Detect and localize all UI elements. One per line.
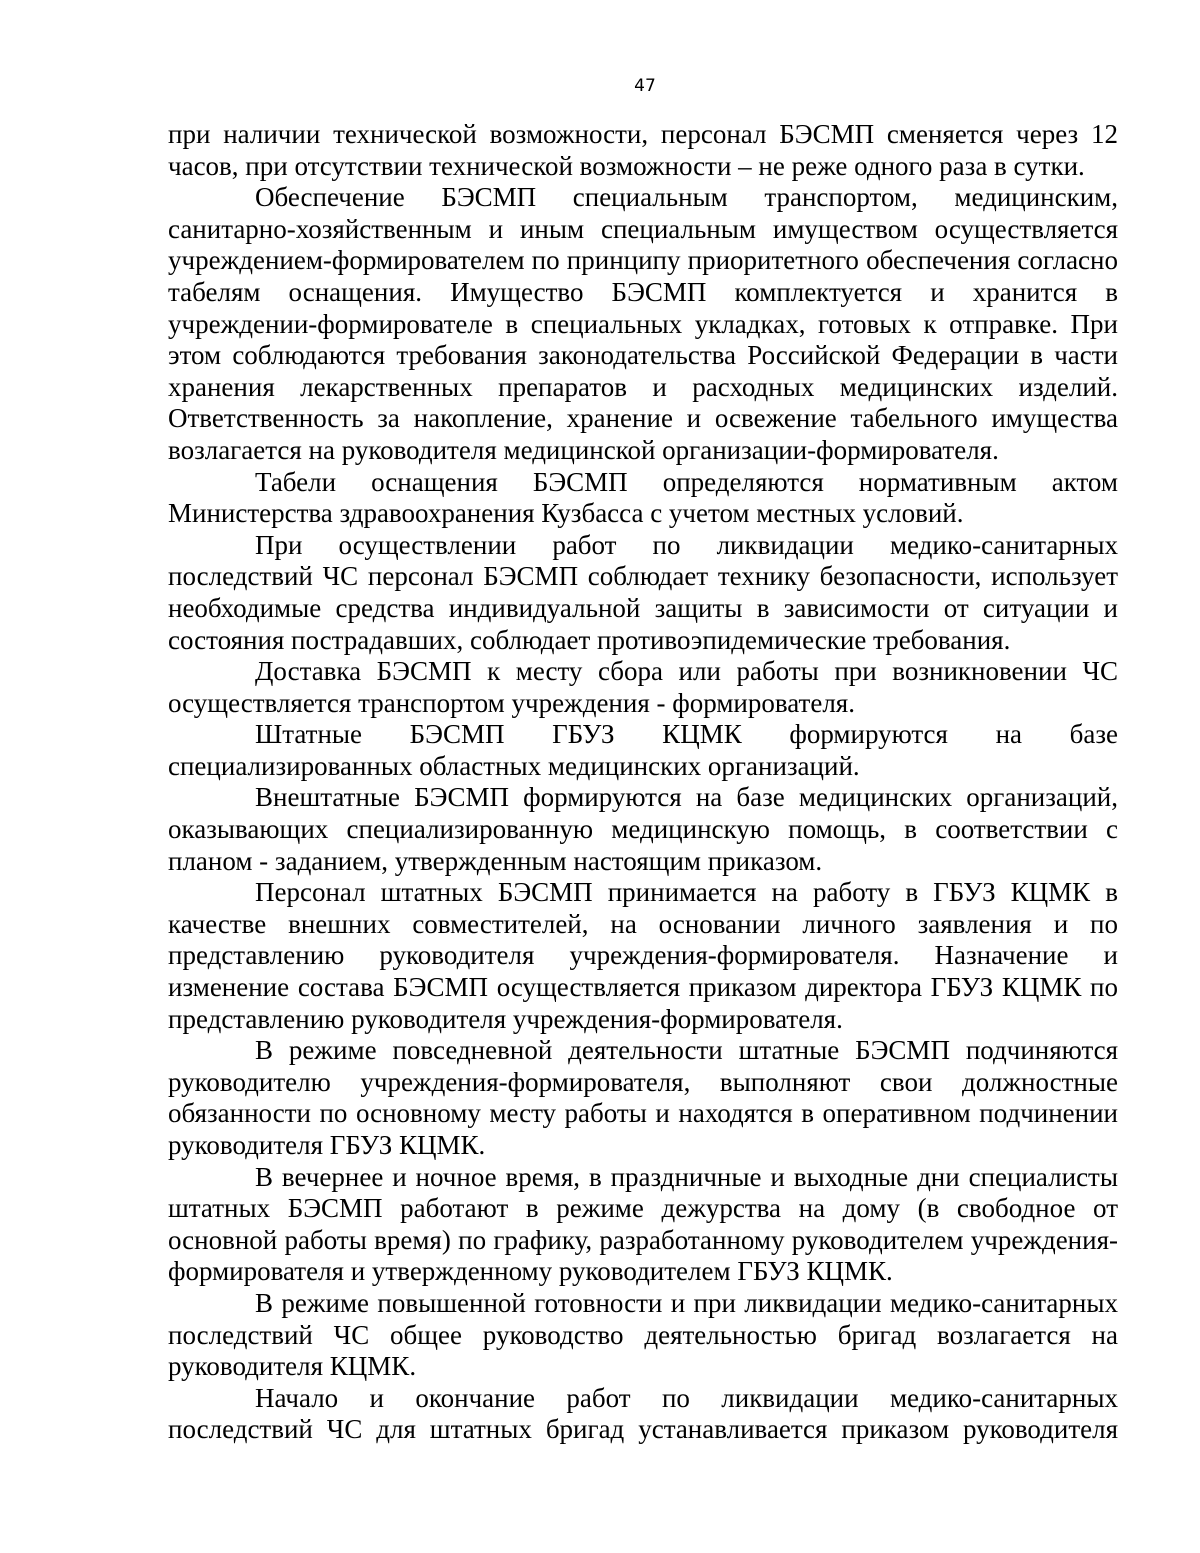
paragraph: при наличии технической возможности, персонал БЭСМП сменяется через 12 часов, при отсутствии технической возможности – не реже одного раза в сутки. xyxy=(168,119,1118,181)
paragraph: Внештатные БЭСМП формируются на базе медицинских организаций, оказывающих специализированную медицинскую помощь, в соответствии с планом - заданием, утвержденным настоящим приказом. xyxy=(168,782,1118,876)
paragraph: При осуществлении работ по ликвидации медико-санитарных последствий ЧС персонал БЭСМП соблюдает технику безопасности, использует необходимые средства индивидуальной защиты в зависимости от ситуации и состояния пострадавших, соблюдает противоэпидемические требования. xyxy=(168,529,1118,655)
paragraph: Обеспечение БЭСМП специальным транспортом, медицинским, санитарно-хозяйственным и иным специальным имуществом осуществляется учреждением-формирователем по принципу приоритетного обеспечения согласно табелям оснащения. Имущество БЭСМП комплектуется и хранится в учреждении-формирователе в специальных укладках, готовых к отправке. При этом соблюдаются требования законодательства Российской Федерации в части хранения лекарственных препаратов и расходных медицинских изделий. Ответственность за накопление, хранение и освежение табельного имущества возлагается на руководителя медицинской организации-формирователя. xyxy=(168,182,1118,465)
page-number: 47 xyxy=(634,76,656,96)
paragraph: Штатные БЭСМП ГБУЗ КЦМК формируются на базе специализированных областных медицинских организаций. xyxy=(168,719,1118,781)
paragraph: Персонал штатных БЭСМП принимается на работу в ГБУЗ КЦМК в качестве внешних совместителей, на основании личного заявления и по представлению руководителя учреждения-формирователя. Назначение и изменение состава БЭСМП осуществляется приказом директора ГБУЗ КЦМК по представлению руководителя учреждения-формирователя. xyxy=(168,877,1118,1034)
paragraph: В режиме повышенной готовности и при ликвидации медико-санитарных последствий ЧС общее руководство деятельностью бригад возлагается на руководителя КЦМК. xyxy=(168,1287,1118,1382)
document-body xyxy=(168,119,1118,1446)
paragraph: Начало и окончание работ по ликвидации медико-санитарных последствий ЧС для штатных бригад устанавливается приказом руководителя xyxy=(168,1382,1118,1445)
paragraph: Табели оснащения БЭСМП определяются нормативным актом Министерства здравоохранения Кузбасса с учетом местных условий. xyxy=(168,466,1118,529)
paragraph: Доставка БЭСМП к месту сбора или работы при возникновении ЧС осуществляется транспортом учреждения - формирователя. xyxy=(168,656,1118,718)
paragraph: В режиме повседневной деятельности штатные БЭСМП подчиняются руководителю учреждения-формирователя, выполняют свои должностные обязанности по основному месту работы и находятся в оперативном подчинении руководителя ГБУЗ КЦМК. xyxy=(168,1035,1118,1160)
paragraph: В вечернее и ночное время, в праздничные и выходные дни специалисты штатных БЭСМП работают в режиме дежурства на дому (в свободное от основной работы время) по графику, разработанному руководителем учреждения-формирователя и утвержденному руководителем ГБУЗ КЦМК. xyxy=(168,1161,1118,1287)
